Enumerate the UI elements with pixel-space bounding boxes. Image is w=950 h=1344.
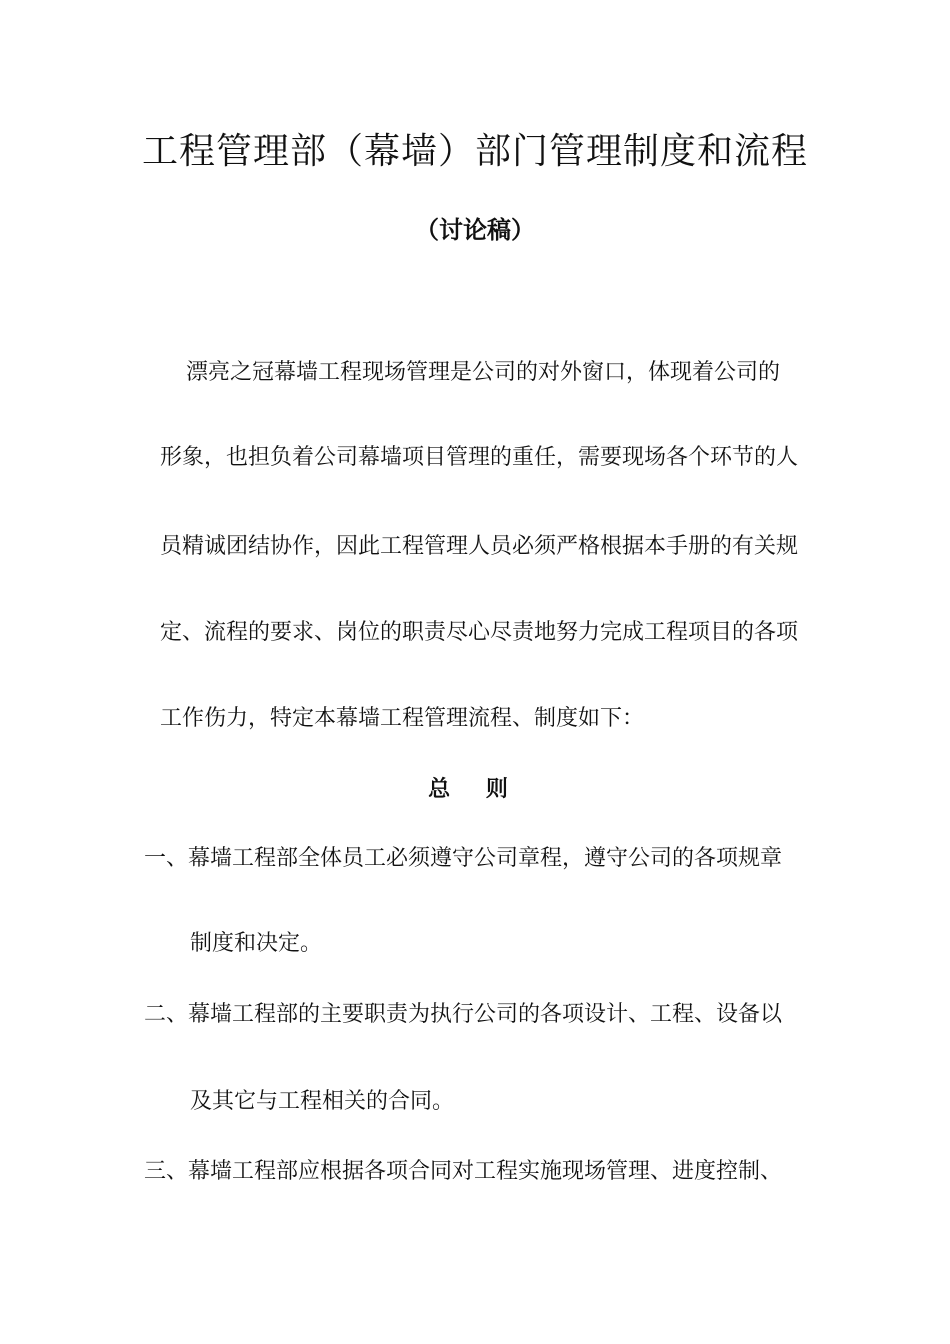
document-subtitle: （讨论稿） — [415, 215, 535, 244]
rule-2-line-2: 及其它与工程相关的合同。 — [190, 1089, 455, 1114]
rule-2-line-1: 二、幕墙工程部的主要职责为执行公司的各项设计、工程、设备以 — [144, 1002, 783, 1027]
rule-3-line-1: 三、幕墙工程部应根据各项合同对工程实施现场管理、进度控制、 — [144, 1159, 783, 1184]
intro-paragraph-line: 定、流程的要求、岗位的职责尽心尽责地努力完成工程项目的各项 — [160, 620, 799, 645]
document-title: 工程管理部（幕墙）部门管理制度和流程 — [141, 131, 808, 172]
rule-1-line-2: 制度和决定。 — [190, 931, 323, 956]
intro-paragraph-line: 漂亮之冠幕墙工程现场管理是公司的对外窗口，体现着公司的 — [186, 360, 781, 385]
section-heading-general: 总 则 — [428, 776, 522, 802]
intro-paragraph-line: 员精诚团结协作，因此工程管理人员必须严格根据本手册的有关规 — [160, 534, 799, 559]
intro-paragraph-line: 工作伤力，特定本幕墙工程管理流程、制度如下： — [160, 706, 645, 731]
rule-1-line-1: 一、幕墙工程部全体员工必须遵守公司章程，遵守公司的各项规章 — [144, 846, 783, 871]
intro-paragraph-line: 形象，也担负着公司幕墙项目管理的重任，需要现场各个环节的人 — [160, 445, 799, 470]
